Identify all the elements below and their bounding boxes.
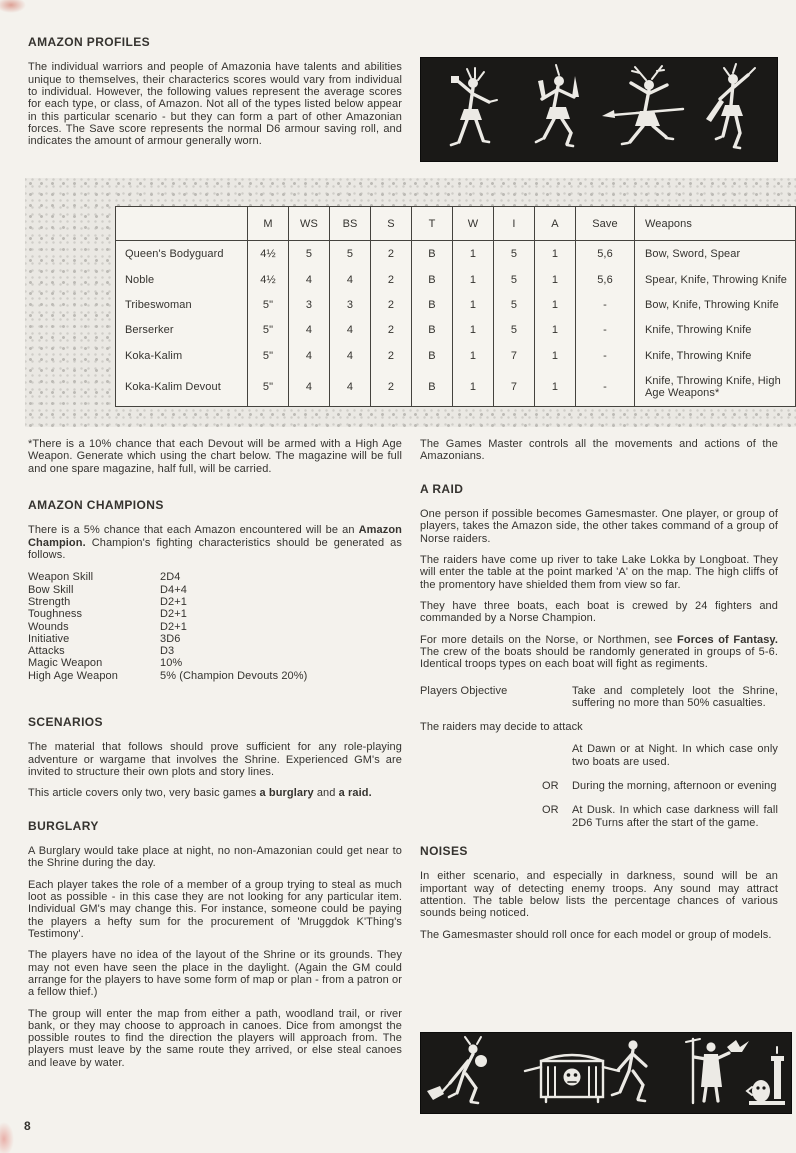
stat-label: Attacks — [28, 645, 65, 658]
stat-value: D2+1 — [160, 595, 188, 608]
table-cell: Spear, Knife, Throwing Knife — [635, 267, 796, 292]
stat-label: Magic Weapon — [28, 657, 103, 670]
table-cell: Koka-Kalim — [125, 349, 183, 362]
table-cell: 4 — [289, 267, 330, 292]
champion-stats-list — [28, 571, 402, 682]
table-cell: 5,6 — [576, 267, 635, 292]
players-objective-row — [420, 685, 778, 710]
table-row — [116, 292, 796, 317]
champions-intro — [28, 524, 402, 561]
noises-heading: NOISES — [420, 844, 468, 858]
stat-value: D2+1 — [160, 608, 188, 621]
table-cell: 1 — [535, 241, 576, 267]
players-objective-label: Players Objective — [420, 684, 508, 697]
column-header: I — [494, 207, 535, 241]
stat-table-header-row — [116, 207, 796, 241]
or-label — [542, 743, 572, 768]
table-cell: 4 — [289, 343, 330, 368]
table-cell: B — [412, 317, 453, 342]
norse-raiders-art — [421, 1033, 789, 1111]
champion-stat-row — [28, 596, 402, 608]
table-row — [116, 241, 796, 267]
table-cell: 2 — [371, 267, 412, 292]
scenarios-p2-bold2: a raid. — [338, 787, 372, 800]
table-cell: 1 — [535, 292, 576, 317]
stat-label: Initiative — [28, 632, 70, 645]
scenarios-p2-mid: and — [313, 787, 339, 800]
table-row — [116, 267, 796, 292]
stat-value: D4+4 — [160, 583, 188, 596]
table-cell: 5 — [494, 241, 535, 267]
table-cell: 1 — [535, 343, 576, 368]
table-cell: B — [412, 292, 453, 317]
burglary-p2: Each player takes the role of a member of a group trying to steal as much loot as possible - in this case they are not looking for any particular item. Individual GM's may change this. For instance, someone could be paying the players a hefty sum for the procurement of 'Mruggdok K'Thing's Testimony'. — [28, 878, 402, 940]
amazon-warriors-art — [421, 58, 775, 159]
column-header: BS — [330, 207, 371, 241]
stat-value: D3 — [160, 645, 175, 658]
profiles-section — [28, 36, 402, 157]
table-cell: B — [412, 343, 453, 368]
column-header: Save — [576, 207, 635, 241]
or-label: OR — [542, 804, 559, 817]
raid-heading: A RAID — [420, 481, 464, 496]
stat-label: Weapon Skill — [28, 571, 94, 584]
table-cell: Queen's Bodyguard — [125, 248, 224, 261]
table-cell: B — [412, 267, 453, 292]
burglary-p1: A Burglary would take place at night, no non-Amazonian could get near to the Shrine during the day. — [28, 845, 402, 870]
column-header: A — [535, 207, 576, 241]
column-header: W — [453, 207, 494, 241]
raid-p1: One person if possible becomes Gamesmaster. One player, or group of players, takes the Amazon side, the other takes command of a group of Norse raiders. — [420, 508, 778, 545]
champions-intro-pre: There is a 5% chance that each Amazon encountered will be an — [28, 524, 359, 537]
table-cell: 1 — [453, 241, 494, 267]
table-cell: 2 — [371, 292, 412, 317]
attack-options — [542, 743, 778, 829]
table-row — [116, 317, 796, 342]
column-header: M — [248, 207, 289, 241]
stat-value: 5% (Champion Devouts 20%) — [160, 669, 308, 682]
attack-option — [542, 780, 778, 792]
table-cell: 5 — [494, 317, 535, 342]
table-cell: Knife, Throwing Knife, High Age Weapons* — [635, 368, 796, 406]
table-cell: 1 — [453, 368, 494, 406]
raid-p4-pre: For more details on the Norse, or Northmen, see — [420, 633, 678, 646]
page-number: 8 — [24, 1119, 31, 1133]
raid-p4-post: The crew of the boats should be randomly generated in groups of 5-6. Identical troops types on each boat will fight as regiments. — [420, 645, 778, 671]
raid-p4-bold: Forces of Fantasy. — [677, 633, 778, 646]
or-label: OR — [542, 780, 559, 793]
column-header — [116, 207, 248, 241]
attack-option-text: At Dusk. In which case darkness will fall 2D6 Turns after the start of the game. — [572, 804, 778, 829]
profiles-heading: AMAZON PROFILES — [28, 35, 150, 49]
scenarios-p2-bold1: a burglary — [259, 787, 314, 800]
burglary-heading: BURGLARY — [28, 818, 99, 833]
burglary-p4: The group will enter the map from either a path, woodland trail, or river bank, or they may choose to approach in canoes. Dice from amongst the possible routes to find the direction the players will approach from. The players must leave by the same route they arrived, or else steal canoes and leave by water. — [28, 1007, 402, 1069]
champion-stat-row — [28, 608, 402, 620]
table-cell: 1 — [453, 267, 494, 292]
stat-label: Toughness — [28, 608, 83, 621]
table-cell: 3 — [289, 292, 330, 317]
table-cell: 1 — [535, 317, 576, 342]
stat-value: 2D4 — [160, 571, 181, 584]
table-cell: 4½ — [248, 267, 289, 292]
column-header: Weapons — [635, 207, 796, 241]
table-cell: 5 — [494, 292, 535, 317]
table-cell: 5" — [248, 292, 289, 317]
attack-option-text: During the morning, afternoon or evening — [572, 780, 777, 793]
table-cell: 1 — [535, 368, 576, 406]
noises-p2: The Gamesmaster should roll once for each model or group of models. — [420, 928, 772, 941]
table-cell: 5 — [330, 241, 371, 267]
table-cell: 4 — [330, 343, 371, 368]
table-row — [116, 343, 796, 368]
table-cell: Knife, Throwing Knife — [635, 343, 796, 368]
table-cell: 1 — [453, 343, 494, 368]
amazon-warriors-illustration — [420, 57, 778, 162]
games-master-note: The Games Master controls all the movements and actions of the Amazonians. — [420, 438, 778, 463]
table-cell: 7 — [494, 368, 535, 406]
table-row — [116, 368, 796, 406]
table-cell: 5 — [494, 267, 535, 292]
champion-stat-row — [28, 633, 402, 645]
stat-label: Wounds — [28, 620, 69, 633]
stat-label: Bow Skill — [28, 583, 74, 596]
table-cell: Bow, Knife, Throwing Knife — [635, 292, 796, 317]
norse-raiders-loot-illustration — [420, 1032, 792, 1114]
table-cell: Berserker — [125, 324, 174, 337]
stat-value: 3D6 — [160, 632, 181, 645]
table-cell: B — [412, 368, 453, 406]
table-cell: 3 — [330, 292, 371, 317]
column-header: WS — [289, 207, 330, 241]
champion-stat-row — [28, 584, 402, 596]
attack-intro: The raiders may decide to attack — [420, 721, 583, 734]
table-cell: 7 — [494, 343, 535, 368]
scenarios-p2 — [28, 787, 402, 799]
right-column — [420, 438, 778, 950]
stat-value: 10% — [160, 657, 183, 670]
table-cell: 4½ — [248, 241, 289, 267]
table-cell: 5" — [248, 368, 289, 406]
champion-stat-row — [28, 621, 402, 633]
table-cell: 5" — [248, 343, 289, 368]
column-header: T — [412, 207, 453, 241]
column-header: S — [371, 207, 412, 241]
table-cell: 5 — [289, 241, 330, 267]
pink-corner-smudge — [0, 1122, 14, 1153]
noises-p1: In either scenario, and especially in darkness, sound will be an important way of detecting enemy troops. Any sound may attract attention. The table below lists the percentage chances of various sounds being noticed. — [420, 870, 778, 920]
table-cell: 2 — [371, 241, 412, 267]
burglary-p3: The players have no idea of the layout of the Shrine or its grounds. They may not even have seen the place in the daylight. (Again the GM could arrange for the players to have some form of map or plan - from a patron or a fellow thief.) — [28, 949, 402, 999]
champion-stat-row — [28, 571, 402, 583]
devout-footnote: *There is a 10% chance that each Devout will be armed with a High Age Weapon. Generate which using the chart below. The magazine will be full and one spare magazine, half full, will be carried. — [28, 438, 402, 475]
table-cell: 4 — [330, 368, 371, 406]
champion-stat-row — [28, 645, 402, 657]
table-cell: - — [576, 317, 635, 342]
stat-value: D2+1 — [160, 620, 188, 633]
table-cell: 2 — [371, 368, 412, 406]
amazon-stat-table — [115, 206, 796, 407]
table-cell: Bow, Sword, Spear — [635, 241, 796, 267]
table-cell: 1 — [453, 317, 494, 342]
champions-intro-post: Champion's fighting characteristics should be generated as follows. — [28, 536, 402, 561]
table-cell: 2 — [371, 317, 412, 342]
scenarios-p1: The material that follows should prove sufficient for any role-playing adventure or wargame that involves the Shrine. Experienced GM's are invited to structure their own plots and story lines. — [28, 741, 402, 779]
champions-intro-bold: Amazon Champion. — [28, 524, 402, 549]
profiles-intro: The individual warriors and people of Amazonia have talents and abilities unique to themselves, their characterics scores would vary from individual to individual. However, the following values represent the average scores for each type, or class, of Amazon. Not all of the types listed below appear in this particular scenario - but they can form a part of other Amazonian forces. The Save score represents the normal D6 armour saving roll, and indicates the amount of armour generally worn. — [28, 61, 402, 148]
table-cell: 5,6 — [576, 241, 635, 267]
stat-label: Strength — [28, 595, 71, 608]
table-cell: Koka-Kalim Devout — [125, 381, 221, 394]
table-cell: 4 — [330, 267, 371, 292]
champion-stat-row — [28, 670, 402, 682]
table-cell: 2 — [371, 343, 412, 368]
table-cell: B — [412, 241, 453, 267]
table-cell: 4 — [330, 317, 371, 342]
table-cell: Tribeswoman — [125, 298, 192, 311]
table-cell: - — [576, 292, 635, 317]
table-cell: 5" — [248, 317, 289, 342]
table-cell: 4 — [289, 368, 330, 406]
table-cell: 1 — [453, 292, 494, 317]
table-cell: 1 — [535, 267, 576, 292]
players-objective-text: Take and completely loot the Shrine, suffering no more than 50% casualties. — [572, 684, 778, 709]
scenarios-p2-pre: This article covers only two, very basic games — [28, 787, 260, 800]
stat-table-body — [116, 241, 796, 406]
red-ink-smudge — [0, 0, 26, 13]
left-column — [28, 438, 402, 1078]
attack-option-text: At Dawn or at Night. In which case only two boats are used. — [572, 743, 778, 768]
champions-heading: AMAZON CHAMPIONS — [28, 497, 164, 512]
attack-option — [542, 804, 778, 829]
raid-p3: They have three boats, each boat is crewed by 24 fighters and commanded by a Norse Champion. — [420, 599, 778, 625]
table-cell: Noble — [125, 273, 155, 286]
scenarios-heading: SCENARIOS — [28, 714, 103, 729]
table-cell: - — [576, 343, 635, 368]
attack-option — [542, 743, 778, 768]
table-cell: Knife, Throwing Knife — [635, 317, 796, 342]
champion-stat-row — [28, 657, 402, 669]
stat-label: High Age Weapon — [28, 669, 118, 682]
table-cell: - — [576, 368, 635, 406]
raid-p2: The raiders have come up river to take Lake Lokka by Longboat. They will enter the table at the point marked 'A' on the map. The high cliffs of the promentory have shielded them from view so far. — [420, 554, 778, 591]
raid-p4 — [420, 634, 778, 671]
table-cell: 4 — [289, 317, 330, 342]
